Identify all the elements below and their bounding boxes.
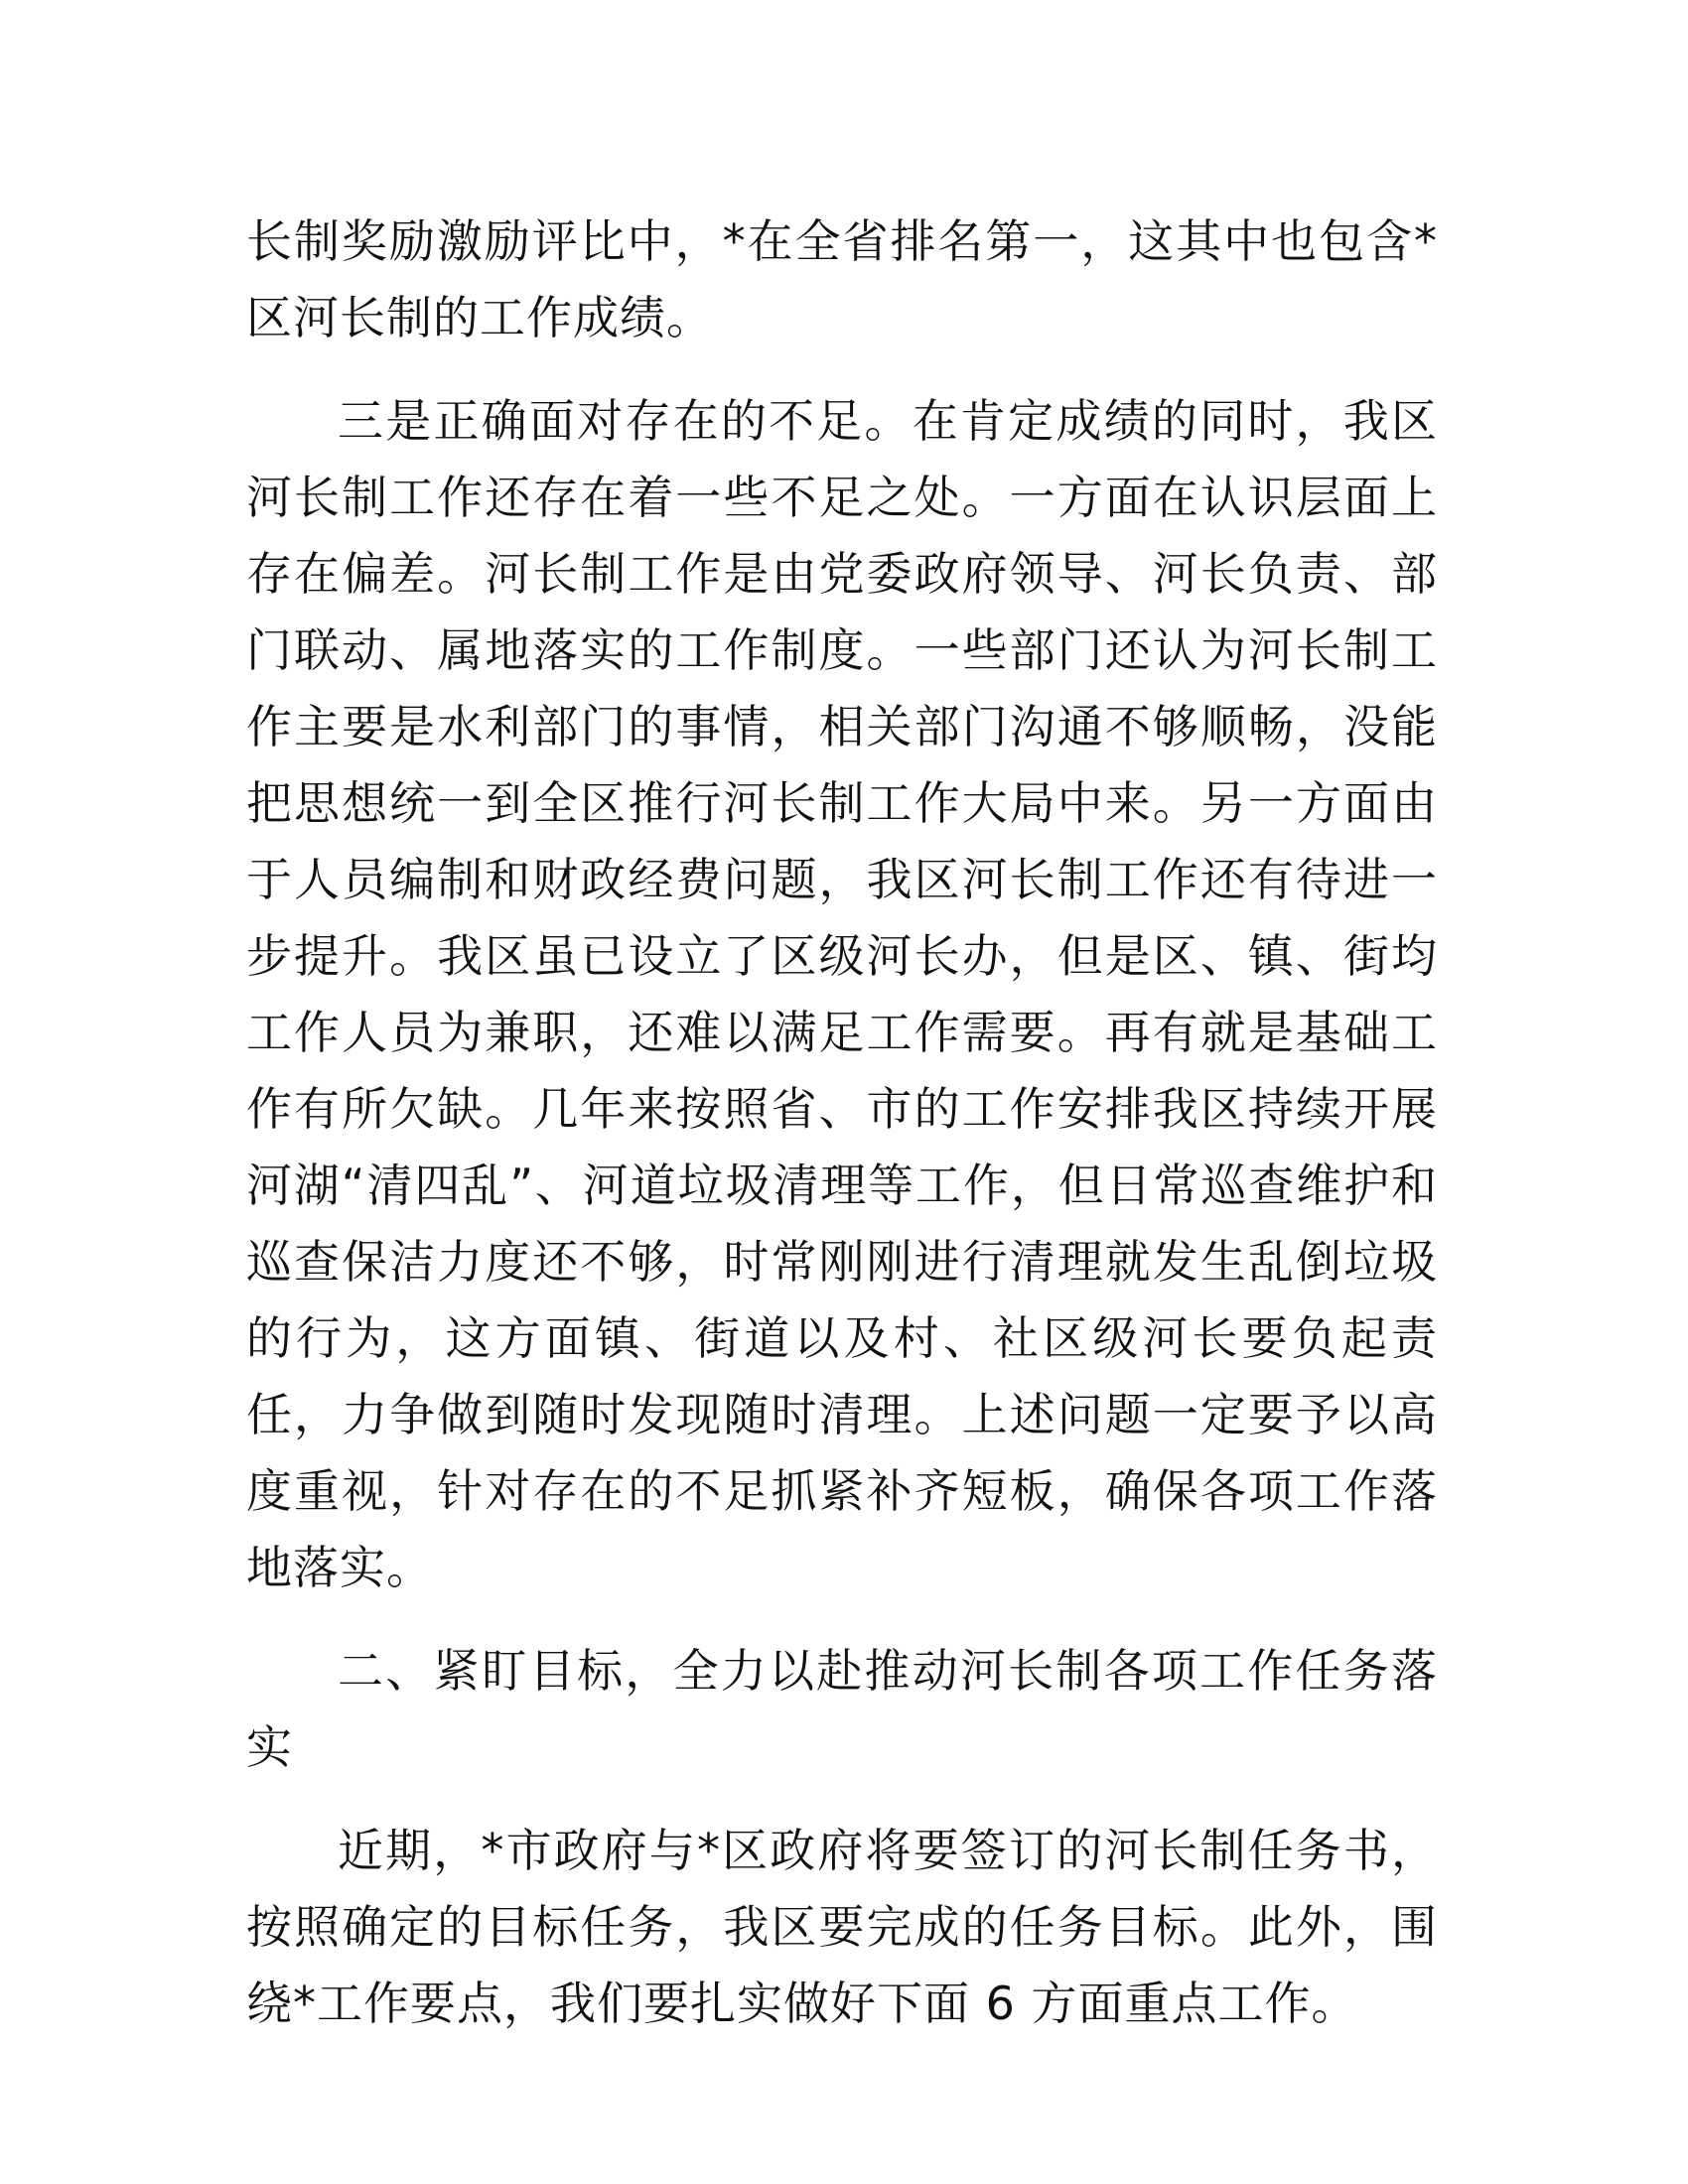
paragraph-recent-tasks: 近期，*市政府与*区政府将要签订的河长制任务书，按照确定的目标任务，我区要完成的任务目标。此外，围绕*工作要点，我们要扎实做好下面 6 方面重点工作。 — [246, 1824, 1438, 2030]
paragraph-continuation: 长制奖励激励评比中，*在全省排名第一，这其中也包含*区河长制的工作成绩。 — [246, 214, 1438, 344]
paragraph-shortcomings: 三是正确面对存在的不足。在肯定成绩的同时，我区河长制工作还存在着一些不足之处。一方面在认识层面上存在偏差。河长制工作是由党委政府领导、河长负责、部门联动、属地落实的工作制度。一些部门还认为河长制工作主要是水利部门的事情，相关部门沟通不够顺畅，没能把思想统一到全区推行河长制工作大局中来。另一方面由于人员编制和财政经费问题，我区河长制工作还有待进一步提升。我区虽已设立了区级河长办，但是区、镇、街均工作人员为兼职，还难以满足工作需要。再有就是基础工作有所欠缺。几年来按照省、市的工作安排我区持续开展河湖“清四乱”、河道垃圾清理等工作，但日常巡查维护和巡查保洁力度还不够，时常刚刚进行清理就发生乱倒垃圾的行为，这方面镇、街道以及村、社区级河长要负起责任，力争做到随时发现随时清理。上述问题一定要予以高度重视，针对存在的不足抓紧补齐短板，确保各项工作落地落实。 — [246, 394, 1438, 1594]
section-heading: 二、紧盯目标，全力以赴推动河长制各项工作任务落实 — [246, 1644, 1438, 1774]
document-body — [246, 204, 1438, 2069]
